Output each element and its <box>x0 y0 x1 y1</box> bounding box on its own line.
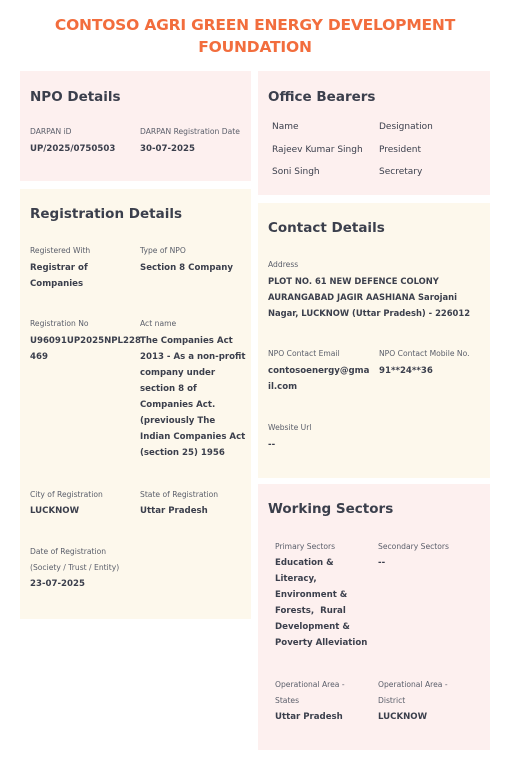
state-of-registration-value: Uttar Pradesh <box>140 506 208 516</box>
date-of-registration-label: Date of Registration <box>30 547 107 556</box>
website-url-label: Website Url <box>268 423 312 432</box>
contact-mobile-value: 91**24**36 <box>379 366 433 376</box>
act-name-line-3: company under <box>140 368 216 378</box>
page-title-line-1: CONTOSO AGRI GREEN ENERGY DEVELOPMENT <box>54 16 456 34</box>
website-url-value: -- <box>268 440 276 450</box>
primary-sectors-line-5: Development & <box>275 622 350 632</box>
bearer-name: Soni Singh <box>272 167 320 177</box>
working-sectors-heading: Working Sectors <box>268 501 394 517</box>
registration-no-value-line-1: U96091UP2025NPL228 <box>30 336 141 346</box>
act-name-line-4: section 8 of <box>140 384 197 394</box>
operational-area-states-value: Uttar Pradesh <box>275 712 343 722</box>
operational-area-district-label-line-1: Operational Area - <box>378 680 448 689</box>
date-of-registration-sublabel: (Society / Trust / Entity) <box>30 563 120 572</box>
operational-area-states-label-line-2: States <box>275 696 300 705</box>
act-name-line-6: (previously The <box>140 416 216 426</box>
primary-sectors-line-3: Environment & <box>275 590 348 600</box>
address-line-3: Nagar, LUCKNOW (Uttar Pradesh) - 226012 <box>268 308 471 318</box>
registered-with-value-line-2: Companies <box>30 279 84 289</box>
contact-email-value-line-2[interactable]: il.com <box>268 382 298 392</box>
date-of-registration-value: 23-07-2025 <box>30 579 85 589</box>
act-name-line-1: The Companies Act <box>140 336 233 346</box>
registration-no-label: Registration No <box>30 319 89 328</box>
darpan-reg-date-value: 30-07-2025 <box>140 144 195 154</box>
npo-details-card <box>20 71 251 181</box>
primary-sectors-label: Primary Sectors <box>275 542 336 551</box>
npo-type-value: Section 8 Company <box>140 263 233 273</box>
act-name-line-7: Indian Companies Act <box>140 432 246 442</box>
npo-details-heading: NPO Details <box>30 89 121 105</box>
bearer-designation: Secretary <box>379 167 423 177</box>
npo-type-label: Type of NPO <box>140 246 186 255</box>
bearer-designation: President <box>379 145 421 155</box>
secondary-sectors-value: -- <box>378 558 386 568</box>
registered-with-value-line-1: Registrar of <box>30 263 88 273</box>
registration-details-heading: Registration Details <box>30 206 182 222</box>
act-name-line-5: Companies Act. <box>140 400 216 410</box>
address-line-2: AURANGABAD JAGIR AASHIANA Sarojani <box>268 292 457 302</box>
address-label: Address <box>268 260 299 269</box>
office-bearers-heading: Office Bearers <box>268 89 376 105</box>
darpan-id-label: DARPAN iD <box>30 127 72 136</box>
contact-mobile-label: NPO Contact Mobile No. <box>379 349 470 358</box>
registration-no-value-line-2: 469 <box>30 352 48 362</box>
primary-sectors-line-4: Forests, Rural <box>275 606 346 616</box>
darpan-reg-date-label: DARPAN Registration Date <box>140 127 240 136</box>
registered-with-label: Registered With <box>30 246 91 255</box>
operational-area-district-value: LUCKNOW <box>378 712 428 722</box>
darpan-id-value: UP/2025/0750503 <box>30 144 116 154</box>
primary-sectors-line-6: Poverty Alleviation <box>275 638 368 648</box>
contact-email-value-line-1[interactable]: contosoenergy@gma <box>268 366 370 376</box>
operational-area-district-label-line-2: District <box>378 696 406 705</box>
column-header-designation: Designation <box>379 122 433 132</box>
city-of-registration-value: LUCKNOW <box>30 506 80 516</box>
act-name-label: Act name <box>140 319 177 328</box>
working-sectors-card <box>258 484 490 750</box>
state-of-registration-label: State of Registration <box>140 490 219 499</box>
page-title <box>0 14 510 58</box>
column-header-name: Name <box>272 122 299 132</box>
primary-sectors-line-1: Education & <box>275 558 334 568</box>
office-bearers-card <box>258 71 490 195</box>
operational-area-states-label-line-1: Operational Area - <box>275 680 345 689</box>
registration-details-card <box>20 189 251 619</box>
city-of-registration-label: City of Registration <box>30 490 103 499</box>
secondary-sectors-label: Secondary Sectors <box>378 542 449 551</box>
contact-details-heading: Contact Details <box>268 220 385 236</box>
address-line-1: PLOT NO. 61 NEW DEFENCE COLONY <box>268 276 439 286</box>
primary-sectors-line-2: Literacy, <box>275 574 317 584</box>
act-name-line-2: 2013 - As a non-profit <box>140 352 246 362</box>
act-name-line-8: (section 25) 1956 <box>140 448 225 458</box>
contact-email-label: NPO Contact Email <box>268 349 340 358</box>
contact-details-card <box>258 203 490 478</box>
bearer-name: Rajeev Kumar Singh <box>272 145 363 155</box>
page-title-line-2: FOUNDATION <box>198 38 312 56</box>
